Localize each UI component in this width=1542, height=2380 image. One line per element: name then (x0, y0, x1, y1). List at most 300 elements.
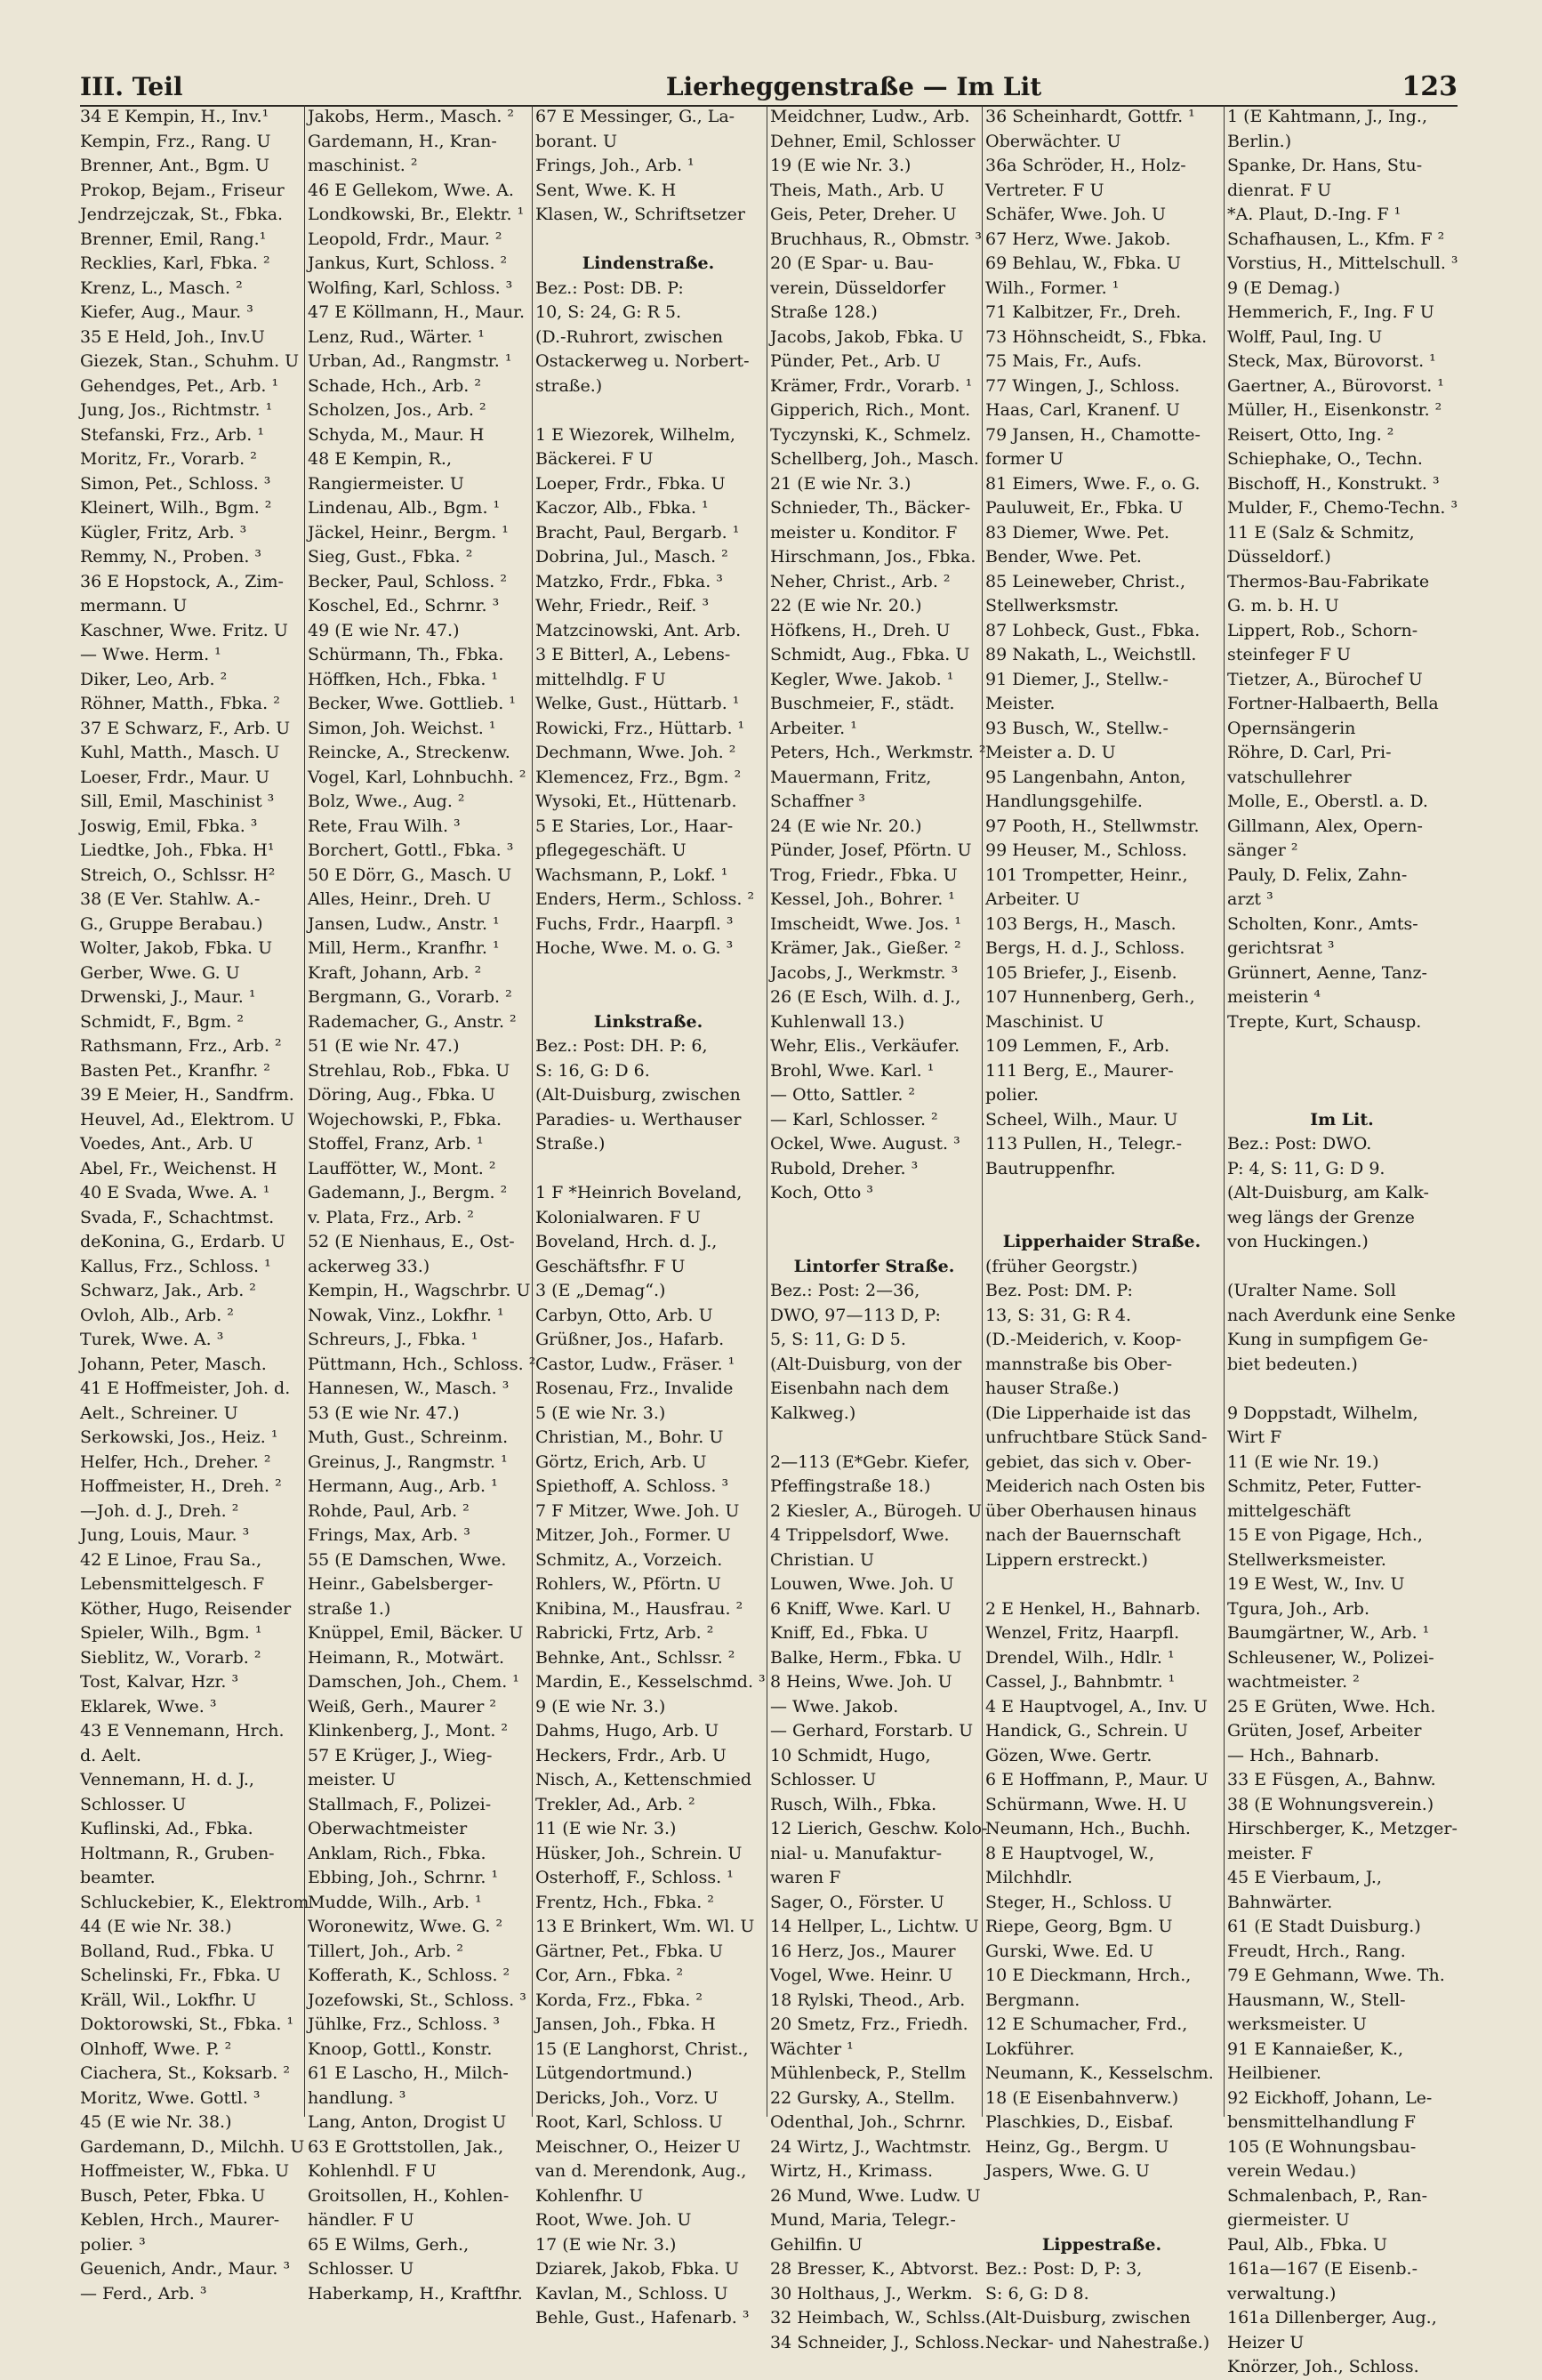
directory-entry: (Alt-Duisburg, zwischen (535, 1085, 741, 1105)
directory-entry: Johann, Peter, Masch. (80, 1354, 267, 1374)
directory-entry: verwaltung.) (1227, 2283, 1337, 2304)
directory-entry: 79 E Gehmann, Wwe. Th. (1227, 1966, 1445, 1985)
directory-entry: 9 (E wie Nr. 3.) (535, 1696, 666, 1717)
directory-entry: Heinr., Gabelsberger- (308, 1574, 494, 1594)
directory-entry: Frentz, Hch., Fbka. ² (535, 1892, 714, 1912)
directory-entry: Gärtner, Pet., Fbka. U (535, 1941, 723, 1961)
directory-entry: Dechmann, Wwe. Joh. ² (535, 743, 736, 762)
street-heading: Im Lit. (1310, 1109, 1374, 1130)
directory-entry: Muth, Gust., Schreinm. (308, 1427, 509, 1447)
directory-entry: Heckers, Frdr., Arb. U (535, 1745, 727, 1765)
directory-entry: pflegegeschäft. U (535, 840, 687, 860)
directory-entry: 18 (E Eisenbahnverw.) (985, 2087, 1179, 2108)
directory-entry: Root, Wwe. Joh. U (535, 2210, 692, 2230)
directory-entry: Kräll, Wil., Lokfhr. U (80, 1990, 257, 2010)
directory-entry: Kolonialwaren. F U (535, 1207, 701, 1227)
directory-column (1227, 105, 1458, 2376)
street-heading: Linkstraße. (593, 1011, 703, 1032)
directory-entry: Greinus, J., Rangmstr. ¹ (308, 1451, 508, 1472)
directory-entry: sänger ² (1227, 840, 1298, 860)
directory-entry: 50 E Dörr, G., Masch. U (308, 864, 512, 885)
directory-entry: Mühlenbeck, P., Stellm (770, 2063, 967, 2083)
directory-entry: 49 (E wie Nr. 47.) (308, 620, 460, 640)
directory-entry: 55 (E Damschen, Wwe. (308, 1549, 507, 1570)
directory-entry: Fortner-Halbaerth, Bella (1227, 694, 1439, 713)
directory-entry: Kuhlenwall 13.) (770, 1011, 905, 1032)
directory-entry: vatschullehrer (1227, 767, 1352, 787)
directory-entry: Gözen, Wwe. Gertr. (985, 1745, 1152, 1765)
directory-entry: Schyda, M., Maur. H (308, 424, 485, 445)
directory-entry: 20 (E Spar- u. Bau- (770, 253, 934, 273)
directory-entry: 83 Diemer, Wwe. Pet. (985, 522, 1170, 543)
directory-entry: 107 Hunnenberg, Gerh., (985, 987, 1195, 1007)
directory-entry: Oberwachtmeister (308, 1819, 468, 1838)
directory-entry: 95 Langenbahn, Anton, (985, 767, 1186, 787)
directory-entry: Hoche, Wwe. M. o. G. ³ (535, 938, 734, 958)
blank-line (770, 1230, 978, 1255)
directory-entry: giermeister. U (1227, 2210, 1350, 2230)
directory-entry: 111 Berg, E., Maurer- (985, 1060, 1174, 1081)
directory-entry: G. m. b. H. U (1227, 596, 1339, 615)
directory-entry: 32 Heimbach, W., Schlss. (770, 2308, 986, 2328)
directory-entry: Nowak, Vinz., Lokfhr. ¹ (308, 1305, 504, 1325)
directory-entry: Brenner, Ant., Bgm. U (80, 156, 270, 175)
directory-entry: Schelinski, Fr., Fbka. U (80, 1966, 281, 1985)
directory-entry: 5 (E wie Nr. 3.) (535, 1403, 666, 1423)
directory-entry: Schiephake, O., Techn. (1227, 449, 1423, 469)
street-heading: Lindenstraße. (582, 253, 715, 273)
directory-entry: Carbyn, Otto, Arb. U (535, 1305, 713, 1325)
directory-entry: Spanke, Dr. Hans, Stu- (1227, 156, 1423, 175)
directory-entry: Wilh., Former. ¹ (985, 277, 1120, 298)
directory-entry: Kohlenfhr. U (535, 2185, 644, 2206)
blank-line (1227, 1377, 1457, 1402)
directory-entry: Spiethoff, A. Schloss. ³ (535, 1476, 729, 1496)
directory-entry: 109 Lemmen, F., Arb. (985, 1036, 1170, 1056)
directory-entry: Lebensmittelgesch. F (80, 1574, 265, 1594)
directory-entry: Schaffner ³ (770, 792, 865, 811)
directory-entry: Bahnwärter. (1227, 1892, 1333, 1912)
directory-entry: Knoop, Gottl., Konstr. (308, 2038, 493, 2059)
directory-entry: Straße 128.) (770, 302, 878, 322)
directory-entry: Groitsollen, H., Kohlen- (308, 2185, 510, 2206)
directory-entry: Becker, Wwe. Gottlieb. ¹ (308, 694, 516, 713)
directory-entry: 33 E Füsgen, A., Bahnw. (1227, 1770, 1436, 1789)
directory-entry: 75 Mais, Fr., Aufs. (985, 351, 1142, 371)
directory-entry: Spieler, Wilh., Bgm. ¹ (80, 1623, 262, 1643)
directory-entry: Jozefowski, St., Schloss. ³ (308, 1990, 526, 2010)
directory-entry: Mitzer, Joh., Former. U (535, 1525, 731, 1545)
directory-entry: wachtmeister. ² (1227, 1672, 1360, 1692)
blank-line (535, 398, 761, 423)
directory-entry: Wehr, Elis., Verkäufer. (770, 1036, 960, 1056)
directory-entry: Arbeiter. ¹ (770, 718, 857, 738)
directory-entry: Müller, H., Eisenkonstr. ² (1227, 400, 1442, 420)
directory-entry: 11 (E wie Nr. 3.) (535, 1819, 677, 1838)
directory-entry: Hausmann, W., Stell- (1227, 1990, 1406, 2010)
directory-entry: (Uralter Name. Soll (1227, 1281, 1396, 1300)
directory-entry: 34 E Kempin, H., Inv.¹ (80, 107, 269, 126)
directory-entry: (Alt-Duisburg, von der (770, 1354, 962, 1374)
directory-entry: 30 Holthaus, J., Werkm. (770, 2283, 973, 2304)
directory-entry: 92 Eickhoff, Johann, Le- (1227, 2087, 1433, 2108)
column-divider (1224, 105, 1225, 2117)
column-divider (982, 105, 983, 2117)
directory-entry: Eisenbahn nach dem (770, 1379, 950, 1398)
directory-entry: dienrat. F U (1227, 180, 1332, 200)
directory-entry: Grünnert, Aenne, Tanz- (1227, 962, 1427, 983)
directory-entry: Knibina, M., Hausfrau. ² (535, 1598, 743, 1619)
directory-entry: Meiderich nach Osten bis (985, 1476, 1206, 1496)
directory-entry: Weiß, Gerh., Maurer ² (308, 1696, 497, 1717)
directory-entry: 46 E Gellekom, Wwe. A. (308, 180, 514, 200)
directory-entry: Haas, Carl, Kranenf. U (985, 400, 1180, 420)
directory-entry: Sager, O., Förster. U (770, 1892, 944, 1912)
directory-entry: Buschmeier, F., städt. (770, 694, 955, 713)
directory-entry: Kavlan, M., Schloss. U (535, 2283, 728, 2304)
directory-entry: Lütgendortmund.) (535, 2063, 693, 2083)
running-title: Lierheggenstraße — Im Lit (665, 72, 1042, 101)
page-header (80, 69, 1458, 105)
directory-entry: Simon, Pet., Schloss. ³ (80, 473, 271, 494)
directory-entry: Pünder, Pet., Arb. U (770, 351, 941, 371)
directory-entry: Vorstius, H., Mittelschull. ³ (1227, 253, 1458, 273)
directory-entry: Oberwächter. U (985, 131, 1121, 151)
directory-entry: former U (985, 449, 1064, 469)
directory-entry: Brenner, Emil, Rang.¹ (80, 229, 267, 249)
directory-entry: Mund, Maria, Telegr.- (770, 2210, 956, 2230)
directory-entry: Hannesen, W., Masch. ³ (308, 1379, 510, 1398)
street-heading: Lipperhaider Straße. (1002, 1232, 1201, 1251)
directory-entry: Neckar- und Nahestraße.) (985, 2332, 1210, 2352)
directory-entry: Svada, F., Schachtmst. (80, 1207, 275, 1227)
directory-entry: Neher, Christ., Arb. ² (770, 571, 951, 591)
directory-entry: 5, S: 11, G: D 5. (770, 1330, 906, 1349)
directory-entry: Rangiermeister. U (308, 473, 464, 494)
directory-entry: Scholzen, Jos., Arb. ² (308, 400, 486, 420)
directory-entry: — Wwe. Jakob. (770, 1696, 899, 1717)
directory-entry: mittelhdlg. F U (535, 669, 666, 689)
directory-entry: 17 (E wie Nr. 3.) (535, 2234, 677, 2255)
directory-entry: Pauly, D. Felix, Zahn- (1227, 864, 1408, 885)
directory-entry: Bez.: Post: DWO. (1227, 1134, 1372, 1154)
directory-entry: 26 Mund, Wwe. Ludw. U (770, 2185, 981, 2206)
directory-entry: 87 Lohbeck, Gust., Fbka. (985, 620, 1201, 640)
directory-entry: Mill, Herm., Kranfhr. ¹ (308, 938, 500, 958)
directory-entry: Handick, G., Schrein. U (985, 1721, 1188, 1741)
directory-entry: 81 Eimers, Wwe. F., o. G. (985, 473, 1201, 494)
directory-entry: 67 E Messinger, G., La- (535, 107, 735, 126)
directory-entry: Eklarek, Wwe. ³ (80, 1696, 217, 1717)
directory-entry: Klemencez, Frz., Bgm. ² (535, 767, 742, 787)
directory-entry: 103 Bergs, H., Masch. (985, 913, 1177, 934)
directory-entry: Rabricki, Frtz, Arb. ² (535, 1623, 714, 1643)
directory-entry: 71 Kalbitzer, Fr., Dreh. (985, 302, 1182, 322)
directory-entry: Kessel, Joh., Bohrer. ¹ (770, 889, 955, 909)
directory-entry: Hemmerich, F., Ing. F U (1227, 302, 1434, 322)
directory-entry: Jäckel, Heinr., Bergm. ¹ (308, 522, 509, 543)
directory-entry: (Die Lipperhaide ist das (985, 1403, 1192, 1423)
directory-entry: Trepte, Kurt, Schausp. (1227, 1011, 1422, 1032)
directory-entry: Behle, Gust., Hafenarb. ³ (535, 2308, 750, 2328)
directory-entry: S: 6, G: D 8. (985, 2283, 1089, 2304)
directory-entry: Jühlke, Frz., Schloss. ³ (308, 2014, 501, 2034)
directory-entry: Wehr, Friedr., Reif. ³ (535, 596, 710, 615)
directory-entry: — Ferd., Arb. ³ (80, 2283, 207, 2304)
directory-entry: Kleinert, Wilh., Bgm. ² (80, 498, 272, 518)
directory-entry: mermann. U (80, 596, 188, 615)
directory-entry: Vertreter. F U (985, 180, 1104, 200)
directory-entry: Baumgärtner, W., Arb. ¹ (1227, 1623, 1430, 1643)
directory-entry: Steck, Max, Bürovorst. ¹ (1227, 351, 1436, 371)
directory-entry: Rubold, Dreher. ³ (770, 1158, 919, 1178)
directory-entry: Doktorowski, St., Fbka. ¹ (80, 2014, 294, 2034)
directory-entry: gebiet, das sich v. Ober- (985, 1451, 1192, 1472)
directory-entry: Boveland, Hrch. d. J., (535, 1232, 718, 1251)
directory-entry: 38 (E Wohnungsverein.) (1227, 1794, 1434, 1814)
directory-entry: Keblen, Hrch., Maurer- (80, 2210, 280, 2230)
directory-entry: Hoffmeister, H., Dreh. ² (80, 1476, 282, 1496)
directory-entry: Bolz, Wwe., Aug. ² (308, 792, 465, 811)
directory-entry: Maschinist. U (985, 1011, 1104, 1032)
directory-entry: Wolfing, Karl, Schloss. ³ (308, 277, 513, 298)
directory-column (985, 105, 1218, 2352)
directory-entry: Knörzer, Joh., Schloss. (1227, 2357, 1419, 2376)
directory-entry: Meister a. D. U (985, 743, 1116, 762)
directory-entry: Grüten, Josef, Arbeiter (1227, 1721, 1422, 1741)
directory-entry: 6 E Hoffmann, P., Maur. U (985, 1770, 1209, 1789)
directory-entry: Gaertner, A., Bürovorst. ¹ (1227, 375, 1444, 396)
directory-entry: Cassel, J., Bahnbmtr. ¹ (985, 1672, 1176, 1692)
directory-entry: Christian. U (770, 1549, 875, 1570)
directory-entry: Dehner, Emil, Schlosser (770, 131, 976, 151)
directory-entry: Vogel, Karl, Lohnbuchh. ² (308, 767, 526, 787)
directory-entry: Gardemann, D., Milchh. U (80, 2136, 305, 2157)
directory-entry: 39 E Meier, H., Sandfrm. (80, 1085, 294, 1105)
directory-entry: 8 Heins, Wwe. Joh. U (770, 1672, 952, 1692)
directory-entry: Mauermann, Fritz, (770, 767, 932, 787)
directory-entry: waren F (770, 1868, 841, 1887)
directory-entry: Schmalenbach, P., Ran- (1227, 2185, 1428, 2206)
directory-entry: Theis, Math., Arb. U (770, 180, 944, 200)
directory-entry: biet bedeuten.) (1227, 1354, 1358, 1374)
directory-entry: Rusch, Wilh., Fbka. (770, 1794, 937, 1814)
directory-entry: Bender, Wwe. Pet. (985, 547, 1142, 567)
directory-entry: 10, S: 24, G: R 5. (535, 302, 682, 322)
directory-entry: Sieblitz, W., Vorarb. ² (80, 1647, 261, 1668)
directory-entry: Hermann, Aug., Arb. ¹ (308, 1476, 498, 1496)
blank-line (985, 1206, 1218, 1231)
directory-entry: Bergmann. (985, 1990, 1080, 2010)
directory-entry: Gerber, Wwe. G. U (80, 962, 240, 983)
directory-column (308, 105, 536, 2304)
column-divider (532, 105, 533, 2117)
directory-entry: Rosenau, Frz., Invalide (535, 1379, 734, 1398)
directory-entry: 57 E Krüger, J., Wieg- (308, 1745, 493, 1765)
directory-entry: mannstraße bis Ober- (985, 1354, 1173, 1374)
directory-entry: Liedtke, Joh., Fbka. H¹ (80, 840, 275, 860)
directory-entry: Kügler, Fritz, Arb. ³ (80, 522, 247, 543)
directory-entry: 24 (E wie Nr. 20.) (770, 816, 922, 836)
directory-entry: Welke, Gust., Hüttarb. ¹ (535, 694, 740, 713)
directory-entry: beamter. (80, 1868, 156, 1887)
directory-entry: Castor, Ludw., Fräser. ¹ (535, 1354, 735, 1374)
directory-entry: mittelgeschäft (1227, 1500, 1351, 1521)
blank-line (770, 1426, 978, 1451)
directory-entry: 35 E Held, Joh., Inv.U (80, 326, 265, 347)
directory-entry: Hirschberger, K., Metzger- (1227, 1819, 1458, 1838)
directory-entry: Ockel, Wwe. August. ³ (770, 1134, 960, 1154)
directory-entry: Heinz, Gg., Bergm. U (985, 2136, 1169, 2157)
directory-entry: 19 (E wie Nr. 3.) (770, 156, 912, 175)
directory-entry: Knüppel, Emil, Bäcker. U (308, 1623, 524, 1643)
directory-entry: Korda, Frz., Fbka. ² (535, 1990, 703, 2010)
directory-entry: 9 (E Demag.) (1227, 277, 1340, 298)
directory-entry: Londkowski, Br., Elektr. ¹ (308, 205, 525, 224)
directory-entry: Jung, Louis, Maur. ³ (80, 1525, 250, 1545)
directory-entry: Paul, Alb., Fbka. U (1227, 2234, 1388, 2255)
directory-entry: 25 E Grüten, Wwe. Hch. (1227, 1696, 1436, 1717)
directory-entry: Kohlenhdl. F U (308, 2161, 437, 2181)
directory-entry: weg längs der Grenze (1227, 1207, 1415, 1227)
directory-entry: Straße.) (535, 1134, 606, 1154)
directory-entry: Schwarz, Jak., Arb. ² (80, 1281, 256, 1300)
directory-entry: 101 Trompetter, Heinr., (985, 864, 1188, 885)
directory-entry: 42 E Linoe, Frau Sa., (80, 1549, 262, 1570)
directory-entry: von Huckingen.) (1227, 1232, 1369, 1251)
directory-entry: Drendel, Wilh., Hdlr. ¹ (985, 1647, 1175, 1668)
directory-entry: Frings, Max, Arb. ³ (308, 1525, 470, 1545)
directory-entry: Balke, Herm., Fbka. U (770, 1647, 962, 1668)
directory-entry: Moritz, Fr., Vorarb. ² (80, 449, 257, 469)
directory-entry: Recklies, Karl, Fbka. ² (80, 253, 270, 273)
street-heading: Lippestraße. (1041, 2234, 1162, 2255)
directory-entry: unfruchtbare Stück Sand- (985, 1427, 1208, 1447)
directory-entry: 14 Hellper, L., Lichtw. U (770, 1917, 979, 1936)
directory-entry: werksmeister. U (1227, 2014, 1367, 2034)
directory-entry: Heimann, R., Motwärt. (308, 1647, 505, 1668)
directory-entry: Neumann, K., Kesselschm. (985, 2063, 1214, 2083)
directory-entry: Streich, O., Schlssr. H² (80, 864, 276, 885)
directory-entry: 11 (E wie Nr. 19.) (1227, 1451, 1379, 1472)
directory-entry: Abel, Fr., Weichenst. H (80, 1158, 277, 1178)
directory-entry: Aelt., Schreiner. U (80, 1403, 238, 1423)
directory-entry: Kegler, Wwe. Jakob. ¹ (770, 669, 954, 689)
directory-entry: 5 E Staries, Lor., Haar- (535, 816, 734, 836)
directory-entry: (Alt-Duisburg, am Kalk- (1227, 1183, 1429, 1202)
directory-entry: 93 Busch, W., Stellw.- (985, 718, 1169, 738)
directory-entry: Stellwerksmstr. (985, 596, 1120, 615)
directory-entry: Steger, H., Schloss. U (985, 1892, 1173, 1912)
directory-entry: Bolland, Rud., Fbka. U (80, 1941, 275, 1961)
directory-entry: 24 Wirtz, J., Wachtmstr. (770, 2136, 972, 2157)
directory-entry: Krämer, Jak., Gießer. ² (770, 938, 961, 958)
directory-entry: Enders, Herm., Schloss. ² (535, 889, 755, 909)
directory-entry: Rademacher, G., Anstr. ² (308, 1011, 517, 1032)
directory-entry: Fuchs, Frdr., Haarpfl. ³ (535, 913, 734, 934)
directory-entry: nach Averdunk eine Senke (1227, 1305, 1456, 1325)
directory-entry: Schmidt, Aug., Fbka. U (770, 645, 970, 664)
directory-entry: Basten Pet., Kranfhr. ² (80, 1060, 270, 1081)
directory-entry: Meidchner, Ludw., Arb. (770, 107, 970, 126)
directory-entry: Klinkenberg, J., Mont. ² (308, 1721, 509, 1741)
directory-entry: Borchert, Gottl., Fbka. ³ (308, 840, 514, 860)
directory-entry: Schellberg, Joh., Masch. (770, 449, 979, 469)
directory-column (770, 105, 988, 2352)
directory-entry: Turek, Wwe. A. ³ (80, 1330, 224, 1349)
directory-entry: Dziarek, Jakob, Fbka. U (535, 2259, 739, 2279)
directory-entry: — Wwe. Herm. ¹ (80, 645, 221, 664)
blank-line (985, 2208, 1218, 2233)
directory-entry: Kofferath, K., Schloss. ² (308, 1966, 510, 1985)
directory-entry: 16 Herz, Jos., Maurer (770, 1941, 956, 1961)
directory-entry: Geschäftsfhr. F U (535, 1256, 686, 1276)
directory-entry: 161a—167 (E Eisenb.- (1227, 2259, 1418, 2279)
directory-entry: 19 E West, W., Inv. U (1227, 1574, 1405, 1594)
directory-entry: 36 Scheinhardt, Gottfr. ¹ (985, 107, 1195, 126)
directory-entry: Osterhoff, F., Schloss. ¹ (535, 1868, 734, 1887)
directory-entry: 51 (E wie Nr. 47.) (308, 1036, 460, 1056)
directory-entry: Trekler, Ad., Arb. ² (535, 1794, 695, 1814)
directory-entry: Schleusener, W., Polizei- (1227, 1647, 1434, 1668)
directory-entry: 1 F *Heinrich Boveland, (535, 1183, 743, 1202)
blank-line (985, 1181, 1218, 1206)
directory-entry: 44 (E wie Nr. 38.) (80, 1917, 232, 1936)
directory-entry: 161a Dillenberger, Aug., (1227, 2308, 1437, 2328)
directory-entry: Schlosser. U (770, 1770, 877, 1789)
directory-entry: Bez.: Post: DH. P: 6, (535, 1036, 708, 1056)
directory-entry: Koch, Otto ³ (770, 1183, 874, 1202)
directory-entry: Kiefer, Aug., Maur. ³ (80, 302, 253, 322)
directory-entry: Meischner, O., Heizer U (535, 2136, 741, 2157)
directory-entry: Vogel, Wwe. Heinr. U (770, 1966, 953, 1985)
directory-entry: 40 E Svada, Wwe. A. ¹ (80, 1183, 270, 1202)
blank-line (535, 1157, 761, 1182)
directory-entry: Jankus, Kurt, Schloss. ² (308, 253, 508, 273)
directory-entry: Behnke, Ant., Schlssr. ² (535, 1647, 735, 1668)
directory-entry: 28 Bresser, K., Abtvorst. (770, 2259, 979, 2279)
directory-entry: meister. U (308, 1770, 397, 1789)
directory-entry: 18 Rylski, Theod., Arb. (770, 1990, 966, 2010)
directory-entry: Jaspers, Wwe. G. U (985, 2161, 1150, 2181)
directory-entry: Hoffmeister, W., Fbka. U (80, 2161, 290, 2181)
directory-entry: Bergs, H. d. J., Schloss. (985, 938, 1185, 958)
directory-entry: Gehilfin. U (770, 2234, 863, 2255)
directory-entry: Püttmann, Hch., Schloss. ² (308, 1354, 536, 1374)
directory-entry: Louwen, Wwe. Joh. U (770, 1574, 954, 1594)
directory-entry: Schlosser. U (80, 1794, 187, 1814)
directory-entry: Cor, Arn., Fbka. ² (535, 1966, 684, 1985)
directory-entry: bensmittelhandlung F (1227, 2112, 1416, 2132)
directory-entry: borant. U (535, 131, 617, 151)
directory-entry: Dericks, Joh., Vorz. U (535, 2087, 719, 2108)
directory-entry: handlung. ³ (308, 2087, 406, 2108)
directory-entry: 91 Diemer, J., Stellw.- (985, 669, 1169, 689)
directory-entry: 6 Kniff, Wwe. Karl. U (770, 1598, 952, 1619)
directory-entry: 34 Schneider, J., Schloss. (770, 2332, 985, 2352)
directory-entry: Freudt, Hrch., Rang. (1227, 1941, 1406, 1961)
directory-entry: 2 E Henkel, H., Bahnarb. (985, 1598, 1201, 1619)
directory-entry: Trog, Friedr., Fbka. U (770, 864, 958, 885)
directory-entry: Prokop, Bejam., Friseur (80, 180, 285, 200)
directory-entry: 89 Nakath, L., Weichstll. (985, 645, 1197, 664)
directory-entry: Lauffötter, W., Mont. ² (308, 1158, 496, 1178)
directory-entry: 69 Behlau, W., Fbka. U (985, 253, 1181, 273)
directory-entry: Joswig, Emil, Fbka. ³ (80, 816, 258, 836)
directory-entry: 8 E Hauptvogel, W., (985, 1843, 1154, 1863)
directory-entry: 41 E Hoffmeister, Joh. d. (80, 1379, 291, 1398)
directory-entry: Köther, Hugo, Reisender (80, 1598, 292, 1619)
